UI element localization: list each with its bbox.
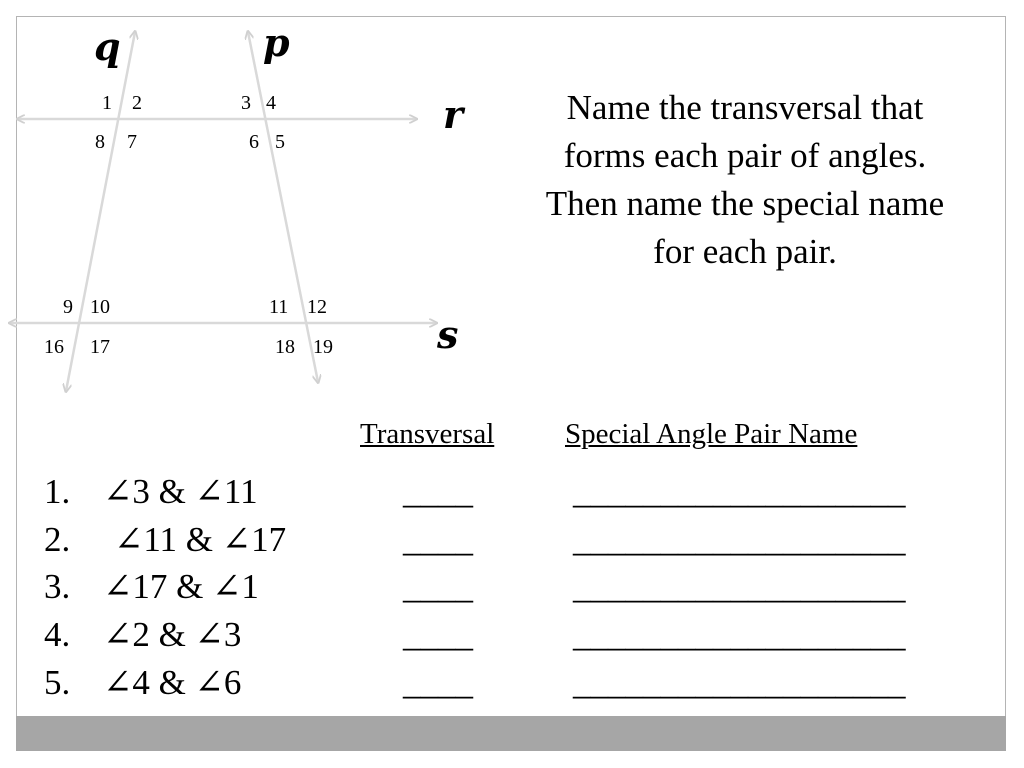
angle-18: 18 xyxy=(275,336,295,358)
special-name-blank[interactable]: ___________________ xyxy=(573,472,906,511)
angle-pair: ∠3 & ∠11 xyxy=(103,472,258,511)
angle-9: 9 xyxy=(63,296,73,318)
question-row xyxy=(0,615,1000,663)
question-row xyxy=(0,520,1000,568)
special-name-blank[interactable]: ___________________ xyxy=(573,663,906,702)
angle-pair: ∠2 & ∠3 xyxy=(103,615,242,654)
angle-6: 6 xyxy=(249,131,259,153)
question-row xyxy=(0,663,1000,711)
angle-pair: ∠17 & ∠1 xyxy=(103,567,259,606)
angle-4: 4 xyxy=(266,92,276,114)
instructions-text xyxy=(510,84,980,276)
transversal-blank[interactable]: ____ xyxy=(403,615,473,654)
label-q: q xyxy=(94,24,121,69)
angle-5: 5 xyxy=(275,131,285,153)
question-number: 4. xyxy=(44,615,71,654)
angle-pair: ∠4 & ∠6 xyxy=(103,663,242,702)
question-number: 2. xyxy=(44,520,71,559)
label-s: s xyxy=(437,312,459,357)
question-row xyxy=(0,472,1000,520)
column-header-special-pair: Special Angle Pair Name xyxy=(565,418,858,450)
label-r: r xyxy=(443,92,464,137)
transversal-diagram xyxy=(0,0,520,420)
instructions-line: for each pair. xyxy=(653,232,837,271)
transversal-blank[interactable]: ____ xyxy=(403,520,473,559)
special-name-blank[interactable]: ___________________ xyxy=(573,520,906,559)
question-number: 1. xyxy=(44,472,71,511)
angle-17: 17 xyxy=(90,336,110,358)
angle-3: 3 xyxy=(241,92,251,114)
transversal-blank[interactable]: ____ xyxy=(403,472,473,511)
instructions-line: forms each pair of angles. xyxy=(563,136,927,175)
footer-bar xyxy=(16,716,1006,751)
angle-11: 11 xyxy=(269,296,289,318)
angle-7: 7 xyxy=(127,131,137,153)
question-number: 3. xyxy=(44,567,71,606)
label-p: p xyxy=(263,20,290,65)
angle-1: 1 xyxy=(102,92,112,114)
special-name-blank[interactable]: ___________________ xyxy=(573,567,906,606)
instructions-line: Then name the special name xyxy=(545,184,945,223)
angle-2: 2 xyxy=(132,92,142,114)
angle-10: 10 xyxy=(90,296,110,318)
angle-16: 16 xyxy=(44,336,64,358)
line-p xyxy=(248,32,318,382)
special-name-blank[interactable]: ___________________ xyxy=(573,615,906,654)
transversal-blank[interactable]: ____ xyxy=(403,663,473,702)
instructions-line: Name the transversal that xyxy=(566,88,924,127)
question-number: 5. xyxy=(44,663,71,702)
angle-12: 12 xyxy=(307,296,327,318)
angle-19: 19 xyxy=(313,336,333,358)
angle-pair: ∠11 & ∠17 xyxy=(114,520,287,559)
column-header-transversal: Transversal xyxy=(360,418,495,450)
question-row xyxy=(0,567,1000,615)
angle-8: 8 xyxy=(95,131,105,153)
transversal-blank[interactable]: ____ xyxy=(403,567,473,606)
